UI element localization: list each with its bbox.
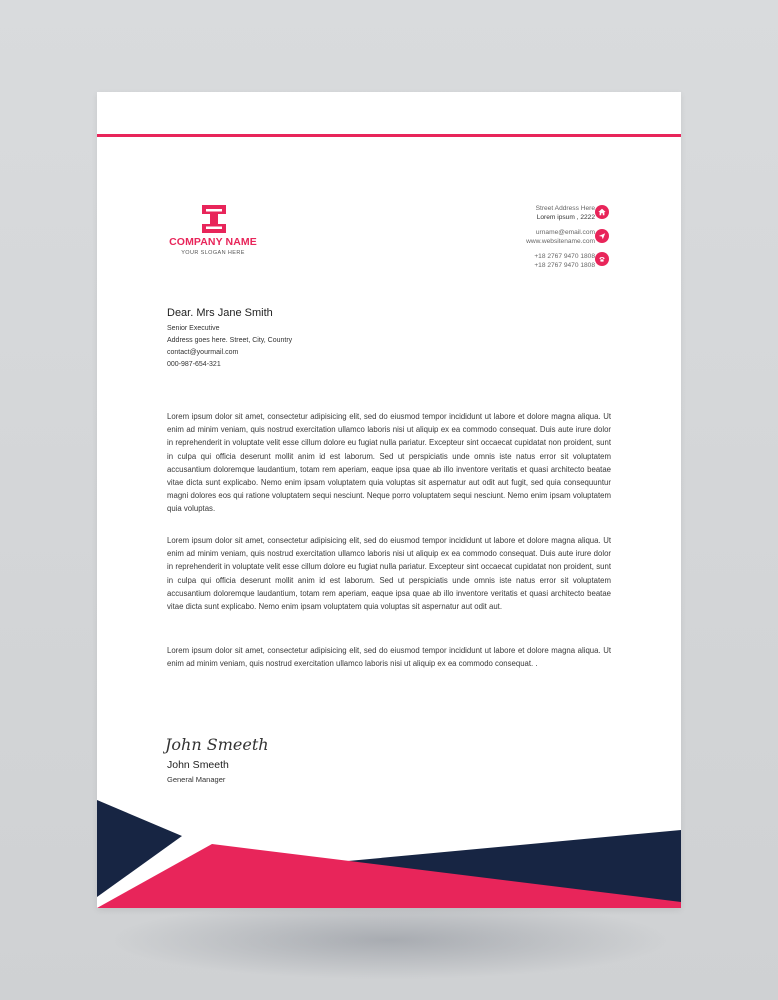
recipient-phone: 000-987-654-321: [167, 361, 221, 368]
contact-block: [526, 205, 595, 275]
contact-phone-2: +18 2767 9470 1808: [534, 261, 595, 269]
recipient-title: Senior Executive: [167, 325, 220, 332]
contact-web: [526, 229, 595, 246]
handwritten-signature: [163, 730, 303, 758]
body-paragraph-2: Lorem ipsum dolor sit amet, consectetur adipisicing elit, sed do eiusmod tempor incididunt ut labore et dolore magna aliqua. Ut enim ad minim veniam, quis nostrud exercitation ullamco laboris nisi ut aliquip ex ea commodo consequat. Duis aute irure dolor in reprehenderit in voluptate velit esse cillum dolore eu fugiat nulla pariatur. Excepteur sint occaecat cupidatat non proident, sunt in culpa qui officia deserunt mollit anim id est laborum. Sed ut perspiciatis unde omnis iste natus error sit voluptatem accusantium doloremque laudantium, totam rem aperiam, eaque ipsa quae ab illo inventore veritatis et quasi architecto beatae vitae dicta sunt explicabo. Nemo enim ipsam voluptatem quia voluptas sit aspernatur aut odit aut.: [167, 536, 611, 612]
page-shadow: [110, 900, 670, 980]
contact-phones: [526, 253, 595, 270]
contact-phone-1: +18 2767 9470 1808: [534, 253, 595, 260]
body-paragraph-3: Lorem ipsum dolor sit amet, consectetur adipisicing elit, sed do eiusmod tempor incididunt ut labore et dolore magna aliqua. Ut enim ad minim veniam, quis nostrud exercitation ullamco laboris nisi ut aliquip ex ea commodo consequat. .: [167, 646, 611, 669]
phone-icon: [595, 252, 609, 266]
contact-website: www.websitename.com: [526, 237, 595, 245]
recipient-address: Address goes here. Street, City, Country: [167, 337, 293, 344]
signature-script: John Smeeth: [165, 735, 269, 754]
recipient-salutation: Dear. Mrs Jane Smith: [167, 307, 273, 319]
body-paragraph-1: Lorem ipsum dolor sit amet, consectetur adipisicing elit, sed do eiusmod tempor incididunt ut labore et dolore magna aliqua. Ut enim ad minim veniam, quis nostrud exercitation ullamco laboris nisi ut aliquip ex ea commodo consequat. Duis aute irure dolor in reprehenderit in voluptate velit esse cillum dolore eu fugiat nulla pariatur. Excepteur sint occaecat cupidatat non proident, sunt in culpa qui officia deserunt mollit anim id est laborum. Sed ut perspiciatis unde omnis iste natus error sit voluptatem accusantium doloremque laudantium, totam rem aperiam, eaque ipsa quae ab illo inventore veritatis et quasi architecto beatae vitae dicta sunt explicabo. Nemo enim ipsam voluptatem quia voluptas sit aspernatur aut odit aut fugit, sed quia consequuntur magni dolores eos qui ratione voluptatem sequi nesciunt. Neque porro voluptatem sequi nesciunt. Nemo enim ipsam voluptatem quia voluptas.: [167, 412, 611, 514]
footer-graphic: [97, 792, 681, 908]
header-rule: [97, 134, 681, 137]
letterhead-page: [97, 92, 681, 908]
recipient-email: contact@yourmail.com: [167, 349, 239, 356]
signer-name: John Smeeth: [167, 759, 229, 771]
signer-title: General Manager: [167, 775, 226, 784]
home-icon: [595, 205, 609, 219]
company-slogan: YOUR SLOGAN HERE: [181, 250, 245, 256]
address-line-1: Street Address Here: [535, 205, 595, 212]
company-name: COMPANY NAME: [169, 236, 257, 248]
contact-address: [526, 205, 595, 222]
stylized-i-logo-icon: [201, 204, 227, 234]
send-icon: [595, 229, 609, 243]
recipient-block: [167, 307, 292, 371]
address-line-2: Lorem ipsum , 2222: [536, 213, 595, 221]
contact-email: urname@email.com: [535, 229, 595, 236]
